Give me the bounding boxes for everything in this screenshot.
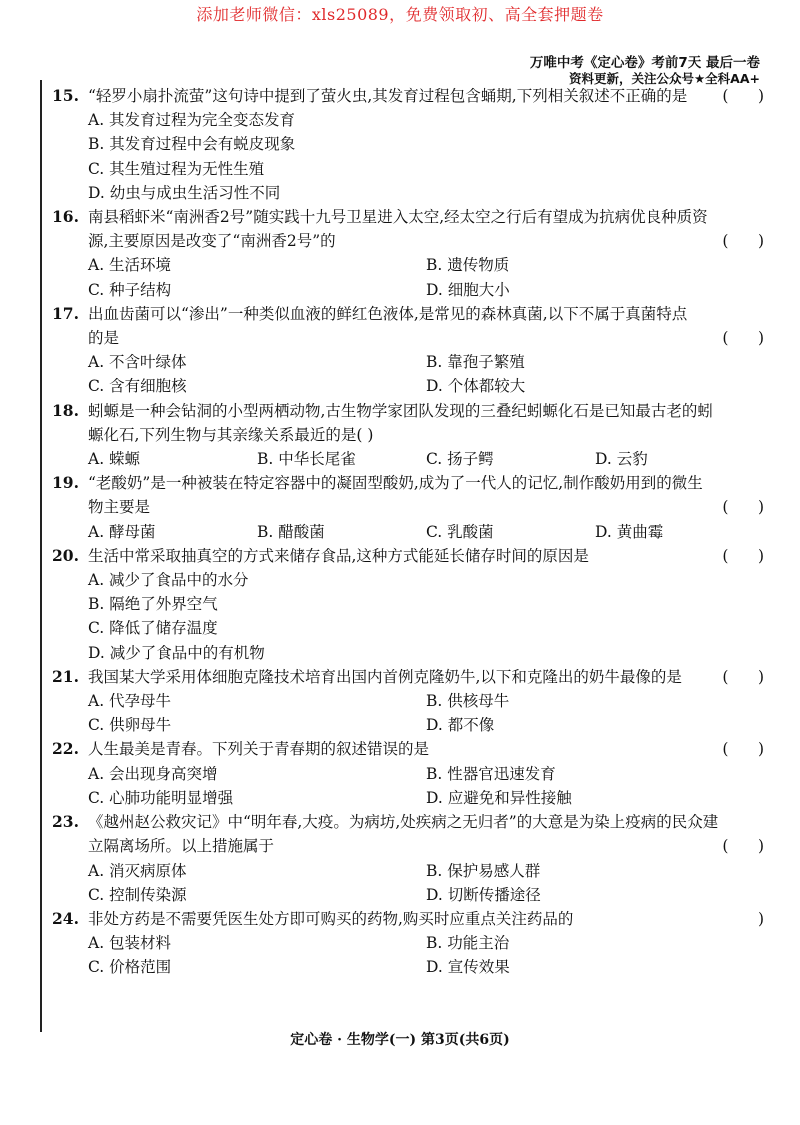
question-number: 16. <box>52 207 79 227</box>
margin-rule <box>40 80 42 1032</box>
option-c: C. 乳酸菌 <box>426 522 494 541</box>
option-list <box>52 931 764 979</box>
question-text-continued: 螈化石,下列生物与其亲缘关系最近的是( ) <box>88 425 374 444</box>
question-text-continued: 的是 <box>88 329 120 348</box>
option-list <box>52 859 764 907</box>
option-list <box>52 350 764 398</box>
option-list <box>52 253 764 301</box>
answer-bracket: ( ) <box>722 87 764 105</box>
question-18 <box>52 399 764 472</box>
answer-bracket: ( ) <box>722 232 764 251</box>
answer-bracket: ( ) <box>722 498 764 517</box>
option-list <box>52 447 764 471</box>
option-list <box>52 520 764 544</box>
option-c: C. 扬子鳄 <box>426 450 494 469</box>
question-text: 我国某大学采用体细胞克隆技术培育出国内首例克隆奶牛,以下和克隆出的奶牛最像的是 <box>88 667 682 686</box>
option-c: C. 含有细胞核 <box>88 377 187 396</box>
answer-bracket: ( ) <box>722 837 764 856</box>
watermark-text: 添加老师微信：xls25089，免费领取初、高全套押题卷 <box>196 5 604 24</box>
option-list <box>52 568 764 665</box>
option-d: D. 个体都较大 <box>426 377 526 396</box>
question-text-continued: 立隔离场所。以上措施属于 <box>88 837 275 856</box>
answer-bracket: ( ) <box>722 667 764 686</box>
answer-bracket: ( ) <box>722 740 764 759</box>
option-d: D. 应避免和异性接触 <box>426 788 572 807</box>
option-list <box>52 762 764 810</box>
question-number: 22. <box>52 739 79 759</box>
option-c: C. 种子结构 <box>88 280 172 299</box>
option-d: D. 幼虫与成虫生活习性不同 <box>88 183 281 202</box>
question-text: 人生最美是青春。下列关于青春期的叙述错误的是 <box>88 740 430 759</box>
option-b: B. 靠孢子繁殖 <box>426 353 525 372</box>
option-c: C. 其生殖过程为无性生殖 <box>88 159 265 178</box>
question-text: 蚓螈是一种会钻洞的小型两栖动物,古生物学家团队发现的三叠纪蚓螈化石是已知最古老的蚓 <box>88 401 713 420</box>
question-17 <box>52 302 764 399</box>
question-text: 出血齿菌可以“渗出”一种类似血液的鲜红色液体,是常见的森林真菌,以下不属于真菌特点 <box>88 304 688 323</box>
option-a: A. 代孕母牛 <box>88 692 172 711</box>
option-a: A. 蝾螈 <box>88 450 141 469</box>
option-c: C. 控制传染源 <box>88 885 187 904</box>
option-d: D. 黄曲霉 <box>595 522 664 541</box>
page-header <box>530 56 760 86</box>
question-15 <box>52 84 764 205</box>
question-19 <box>52 471 764 544</box>
option-d: D. 细胞大小 <box>426 280 510 299</box>
question-text-continued: 物主要是 <box>88 498 151 517</box>
question-number: 17. <box>52 303 79 323</box>
option-b: B. 性器官迅速发育 <box>426 764 556 783</box>
question-20 <box>52 544 764 665</box>
question-23 <box>52 810 764 907</box>
option-a: A. 不含叶绿体 <box>88 353 187 372</box>
answer-bracket: ) <box>728 909 764 928</box>
option-c: C. 供卵母牛 <box>88 716 172 735</box>
option-b: B. 其发育过程中会有蜕皮现象 <box>88 135 296 154</box>
option-list <box>52 108 764 205</box>
option-list <box>52 689 764 737</box>
question-text: 生活中常采取抽真空的方式来储存食品,这种方式能延长储存时间的原因是 <box>88 546 589 565</box>
option-d: D. 云豹 <box>595 450 648 469</box>
question-22 <box>52 737 764 810</box>
option-b: B. 醋酸菌 <box>257 522 325 541</box>
answer-bracket: ( ) <box>722 329 764 348</box>
page-footer: 定心卷 · 生物学(一) 第3页(共6页) <box>290 1032 510 1048</box>
option-a: A. 其发育过程为完全变态发育 <box>88 111 296 130</box>
option-c: C. 心肺功能明显增强 <box>88 788 234 807</box>
option-d: D. 都不像 <box>426 716 495 735</box>
option-b: B. 供核母牛 <box>426 692 510 711</box>
option-b: B. 隔绝了外界空气 <box>88 595 218 614</box>
option-a: A. 消灭病原体 <box>88 861 187 880</box>
option-a: A. 酵母菌 <box>88 522 156 541</box>
option-b: B. 中华长尾雀 <box>257 450 356 469</box>
question-text-continued: 源,主要原因是改变了“南洲香2号”的 <box>88 232 336 251</box>
header-notice: 资料更新，关注公众号★全科AA+ <box>568 71 760 86</box>
question-number: 24. <box>52 908 79 928</box>
answer-bracket: ( ) <box>722 546 764 565</box>
question-number: 18. <box>52 400 79 420</box>
question-list <box>52 84 764 980</box>
option-d: D. 减少了食品中的有机物 <box>88 643 265 662</box>
option-a: A. 生活环境 <box>88 256 172 275</box>
header-title: 万唯中考《定心卷》考前7天 最后一卷 <box>529 55 760 71</box>
option-d: D. 宣传效果 <box>426 958 510 977</box>
option-b: B. 功能主治 <box>426 934 510 953</box>
option-d: D. 切断传播途径 <box>426 885 541 904</box>
option-c: C. 降低了储存温度 <box>88 619 218 638</box>
question-text: 南县稻虾米“南洲香2号”随实践十九号卫星进入太空,经太空之行后有望成为抗病优良种质资 <box>88 208 708 227</box>
question-text: 非处方药是不需要凭医生处方即可购买的药物,购买时应重点关注药品的 <box>88 909 574 928</box>
option-a: A. 减少了食品中的水分 <box>88 571 249 590</box>
question-21 <box>52 665 764 738</box>
question-text: 《越州赵公救灾记》中“明年春,大疫。为病坊,处疾病之无归者”的大意是为染上疫病的民众建 <box>88 813 719 832</box>
question-number: 20. <box>52 545 79 565</box>
option-a: A. 包装材料 <box>88 934 172 953</box>
question-16 <box>52 205 764 302</box>
option-b: B. 遗传物质 <box>426 256 510 275</box>
option-b: B. 保护易感人群 <box>426 861 541 880</box>
option-c: C. 价格范围 <box>88 958 172 977</box>
question-number: 23. <box>52 812 79 832</box>
option-a: A. 会出现身高突增 <box>88 764 218 783</box>
question-number: 21. <box>52 666 79 686</box>
question-24 <box>52 907 764 980</box>
question-number: 15. <box>52 86 79 105</box>
question-number: 19. <box>52 473 79 493</box>
question-text: “老酸奶”是一种被装在特定容器中的凝固型酸奶,成为了一代人的记忆,制作酸奶用到的微生 <box>88 474 703 493</box>
question-text: “轻罗小扇扑流萤”这句诗中提到了萤火虫,其发育过程包含蛹期,下列相关叙述不正确的是 <box>88 87 688 105</box>
